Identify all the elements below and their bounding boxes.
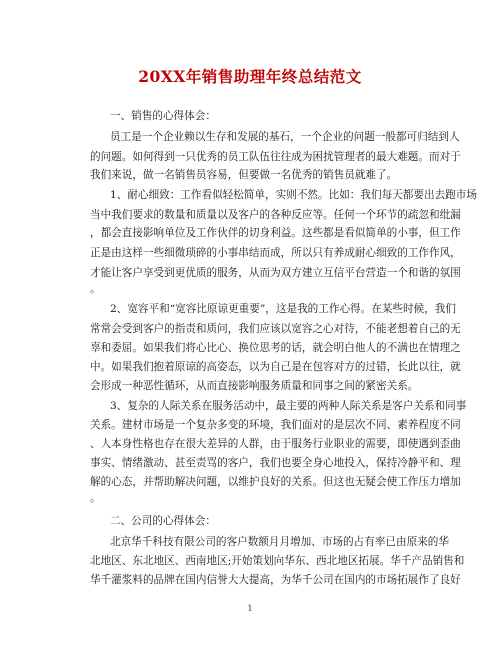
paragraph-line: 当中我们要求的数量和质量以及客户的各种反应等。任何一个环节的疏忽和纰漏: [90, 209, 461, 221]
paragraph-line: 、人本身性格也存在很大差异的人群，由于服务行业职业的需要，即使遇到歪曲: [90, 438, 461, 450]
paragraph-line: 常常会受到客户的指责和质问，我们应该以宽容之心对待，不能老想着自己的无: [90, 323, 461, 335]
page-number: 1: [247, 604, 253, 613]
paragraph-line: 北地区、东北地区、西南地区;开始策划向华东、西北地区拓展。华千产品销售和: [90, 555, 465, 567]
paragraph-line: 2、宽容平和“宽容比原谅更重要”，这是我的工作心得。在某些时候，我们: [110, 303, 456, 315]
paragraph-line: ，都会直接影响单位及工作伙伴的切身利益。这些都是看似简单的小事，但工作: [90, 227, 461, 239]
paragraph-line: 中。如果我们抱着原谅的高姿态，以为自己是在包容对方的过错，长此以往，就: [90, 361, 461, 373]
paragraph-line: 辜和委屈。如果我们将心比心、换位思考的话，就会明白他人的不满也在情理之: [90, 342, 461, 354]
paragraph-line: 正是由这样一些细微琐碎的小事串结而成，所以只有养成耐心细致的工作作风，: [90, 247, 461, 259]
paragraph-line: 关系。建材市场是一个复杂多变的环境，我们面对的是层次不同、素养程度不同: [90, 419, 461, 431]
paragraph-line: 员工是一个企业赖以生存和发展的基石，一个企业的问题一般都可归结到人: [110, 131, 460, 143]
paragraph-line: 事实、情绪激动、甚至责骂的客户，我们也要全身心地投入，保持冷静平和、理: [90, 457, 461, 469]
paragraph-line: 的问题。如何得到一只优秀的员工队伍往往成为困扰管理者的最大难题。而对于: [90, 151, 461, 163]
paragraph-line: 1、耐心细致：工作看似轻松简单，实则不然。比如：我们每天都要出去跑市场: [110, 189, 477, 201]
paragraph-line: 解的心态，并帮助解决问题，以维护良好的关系。但这也无疑会使工作压力增加: [90, 476, 461, 488]
section-heading-company: 二、公司的心得体会：: [110, 515, 216, 527]
document-title: 20XX年销售助理年终总结范文: [138, 67, 362, 86]
paragraph-line: 会形成一种恶性循环，从而直接影响服务质量和同事之间的紧密关系。: [90, 380, 419, 392]
paragraph-line: 。: [90, 283, 101, 295]
paragraph-line: 才能让客户享受到更优质的服务，从而为双方建立互信平台营造一个和谐的氛围: [90, 267, 461, 279]
paragraph-line: 我们来说，做一名销售员容易，但要做一名优秀的销售员就难了。: [90, 169, 398, 181]
paragraph-line: 华千灌浆料的品牌在国内信誉大大提高，为华千公司在国内的市场拓展作了良好: [90, 574, 461, 586]
paragraph-line: 。: [90, 492, 101, 504]
paragraph-line: 北京华千科技有限公司的客户数额月月增加、市场的占有率已由原来的华: [110, 536, 449, 548]
paragraph-line: 3、复杂的人际关系在服务活动中，最主要的两种人际关系是客户关系和同事: [110, 400, 467, 412]
section-heading-sales: 一、销售的心得体会：: [110, 110, 216, 122]
